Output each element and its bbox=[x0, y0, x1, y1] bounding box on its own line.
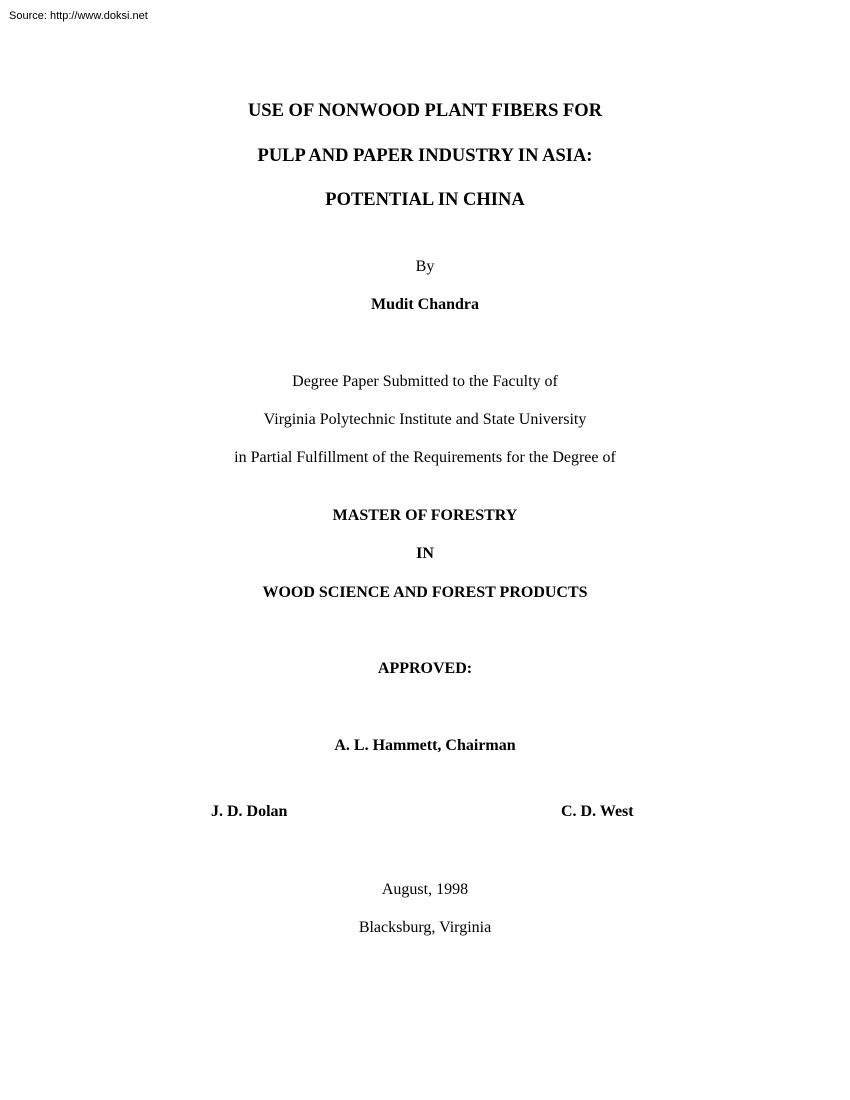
approved-label: APPROVED: bbox=[377, 660, 473, 677]
submission-line-1: Degree Paper Submitted to the Faculty of bbox=[292, 373, 558, 390]
committee-member-right: C. D. West bbox=[561, 803, 634, 820]
degree-line-3: WOOD SCIENCE AND FOREST PRODUCTS bbox=[262, 584, 588, 601]
source-url: Source: http://www.doksi.net bbox=[9, 10, 148, 22]
committee-member-left: J. D. Dolan bbox=[211, 803, 288, 820]
date: August, 1998 bbox=[381, 881, 469, 898]
submission-line-3: in Partial Fulfillment of the Requirements for the Degree of bbox=[234, 449, 616, 466]
title-line-3: POTENTIAL IN CHINA bbox=[325, 190, 525, 210]
submission-line-2: Virginia Polytechnic Institute and State University bbox=[263, 411, 587, 428]
title-line-1: USE OF NONWOOD PLANT FIBERS FOR bbox=[247, 101, 603, 121]
location: Blacksburg, Virginia bbox=[358, 919, 492, 936]
author-name: Mudit Chandra bbox=[370, 296, 480, 313]
by-label: By bbox=[415, 258, 435, 275]
degree-line-1: MASTER OF FORESTRY bbox=[332, 507, 518, 524]
chairman-name: A. L. Hammett, Chairman bbox=[334, 737, 516, 754]
title-line-2: PULP AND PAPER INDUSTRY IN ASIA: bbox=[257, 146, 593, 166]
degree-line-2: IN bbox=[416, 545, 434, 562]
